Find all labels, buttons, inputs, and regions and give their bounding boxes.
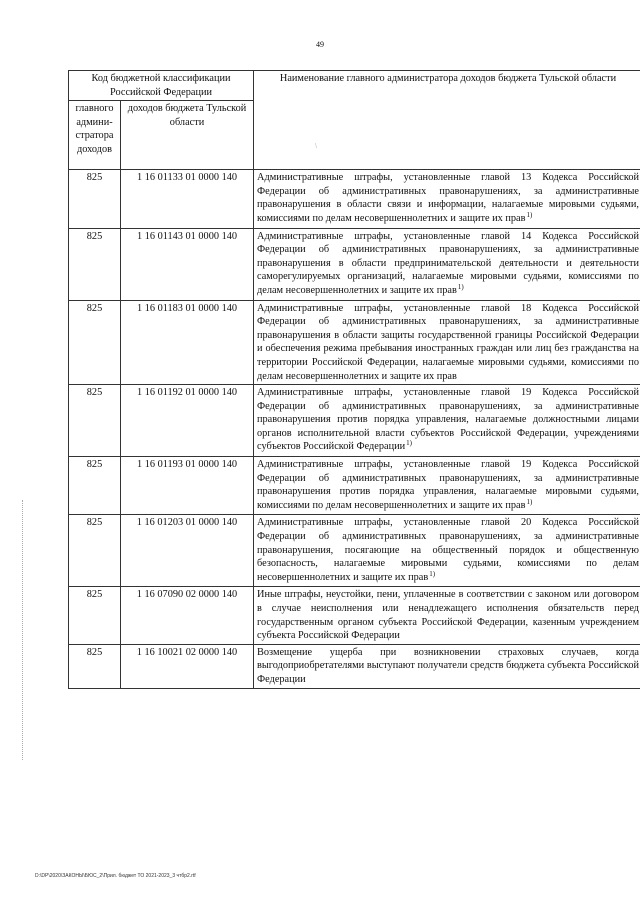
budget-code-cell: 1 16 01203 01 0000 140 bbox=[121, 515, 254, 587]
description-cell bbox=[254, 300, 640, 385]
description-text: Иные штрафы, неустойки, пени, уплаченные в соответствии с законом или договором в случае неисполнения или ненадлежащего исполнения обязательств перед государственным органом субъекта Российской Федерации, казенным учреждением субъекта Российской Федерации bbox=[257, 589, 639, 642]
description-text: Возмещение ущерба при возникновении страховых случаев, когда выгодоприобретателями выступают получатели средств бюджета субъекта Российской Федерации bbox=[257, 646, 639, 685]
description-text: Административные штрафы, установленные главой 20 Кодекса Российской Федерации об административных правонарушениях, за административные правонарушения, посягающие на общественный порядок и общественную безопасность, налагаемые мировыми судьями, комиссиями по делам несовершеннолетних и защите их прав bbox=[257, 517, 639, 583]
table-row bbox=[69, 457, 640, 515]
income-admin-table bbox=[68, 70, 640, 689]
budget-code-cell: 1 16 01192 01 0000 140 bbox=[121, 385, 254, 457]
table-header-row bbox=[69, 71, 640, 101]
table-row bbox=[69, 644, 640, 688]
description-cell bbox=[254, 644, 640, 688]
admin-code-cell: 825 bbox=[69, 457, 121, 515]
budget-code-cell: 1 16 07090 02 0000 140 bbox=[121, 587, 254, 644]
table-row bbox=[69, 515, 640, 587]
stray-mark: \ bbox=[315, 142, 317, 150]
description-text: Административные штрафы, установленные главой 18 Кодекса Российской Федерации об административных правонарушениях, за административные правонарушения в области защиты государственной границы Российской Федерации и обеспечения режима пребывания иностранных граждан или лиц без гражданства на территории Российской Федерации, налагаемые мировыми судьями, комиссиями по делам несовершеннолетних и защите их прав bbox=[257, 302, 639, 382]
table-row bbox=[69, 228, 640, 300]
admin-code-cell: 825 bbox=[69, 300, 121, 385]
budget-code-cell: 1 16 01143 01 0000 140 bbox=[121, 228, 254, 300]
admin-code-cell: 825 bbox=[69, 385, 121, 457]
description-cell bbox=[254, 457, 640, 515]
budget-code-cell: 1 16 01193 01 0000 140 bbox=[121, 457, 254, 515]
admin-code-cell: 825 bbox=[69, 644, 121, 688]
footnote-mark: 1) bbox=[457, 282, 464, 291]
description-cell bbox=[254, 515, 640, 587]
admin-code-cell: 825 bbox=[69, 515, 121, 587]
table-row bbox=[69, 300, 640, 385]
description-cell bbox=[254, 170, 640, 228]
description-text: Административные штрафы, установленные главой 19 Кодекса Российской Федерации об административных правонарушениях, за административные правонарушения против порядка управления, налагаемые должностными лицами органов исполнительной власти субъектов Российской Федерации, учреждениями субъектов Российской Федерации bbox=[257, 387, 639, 453]
admin-column-header: главного админи-стратора доходов bbox=[69, 101, 121, 170]
name-column-header bbox=[254, 71, 640, 170]
budget-code-cell: 1 16 01183 01 0000 140 bbox=[121, 300, 254, 385]
description-cell bbox=[254, 385, 640, 457]
description-cell bbox=[254, 587, 640, 644]
code-group-header: Код бюджетной классификации Российской Федерации bbox=[69, 71, 254, 101]
description-text: Административные штрафы, установленные главой 14 Кодекса Российской Федерации об административных правонарушениях, за административные правонарушения в области предпринимательской деятельности и деятельности саморегулируемых организаций, налагаемые мировыми судьями, комиссиями по делам несовершеннолетних и защите их прав bbox=[257, 230, 639, 296]
name-column-label: Наименование главного администратора доходов бюджета Тульской области bbox=[279, 73, 617, 84]
admin-code-cell: 825 bbox=[69, 228, 121, 300]
margin-dots bbox=[22, 500, 24, 760]
description-text: Административные штрафы, установленные главой 13 Кодекса Российской Федерации об административных правонарушениях, за административные правонарушения в области связи и информации, налагаемые мировыми судьями, комиссиями по делам несовершеннолетних и защите их прав bbox=[257, 172, 639, 224]
table-row bbox=[69, 587, 640, 644]
table-row bbox=[69, 170, 640, 228]
footnote-mark: 1) bbox=[526, 497, 533, 506]
footnote-mark: 1) bbox=[406, 439, 412, 448]
file-path-footer: D:\DP\2020\ЗАКОНЫ\БЮС_2\Прил. бюджет ТО 2021-2023_3 чтбр2.rtf bbox=[35, 873, 196, 879]
description-text: Административные штрафы, установленные главой 19 Кодекса Российской Федерации об административных правонарушениях, за административные правонарушения против порядка управления, налагаемые мировыми судьями, комиссиями по делам несовершеннолетних и защите их прав bbox=[257, 459, 639, 511]
admin-code-cell: 825 bbox=[69, 170, 121, 228]
description-cell bbox=[254, 228, 640, 300]
income-column-header: доходов бюджета Тульской области bbox=[121, 101, 254, 170]
footnote-mark: 1) bbox=[429, 569, 436, 578]
admin-code-cell: 825 bbox=[69, 587, 121, 644]
budget-code-cell: 1 16 01133 01 0000 140 bbox=[121, 170, 254, 228]
budget-code-cell: 1 16 10021 02 0000 140 bbox=[121, 644, 254, 688]
footnote-mark: 1) bbox=[526, 210, 533, 219]
table-row bbox=[69, 385, 640, 457]
page-number: 49 bbox=[316, 40, 324, 49]
